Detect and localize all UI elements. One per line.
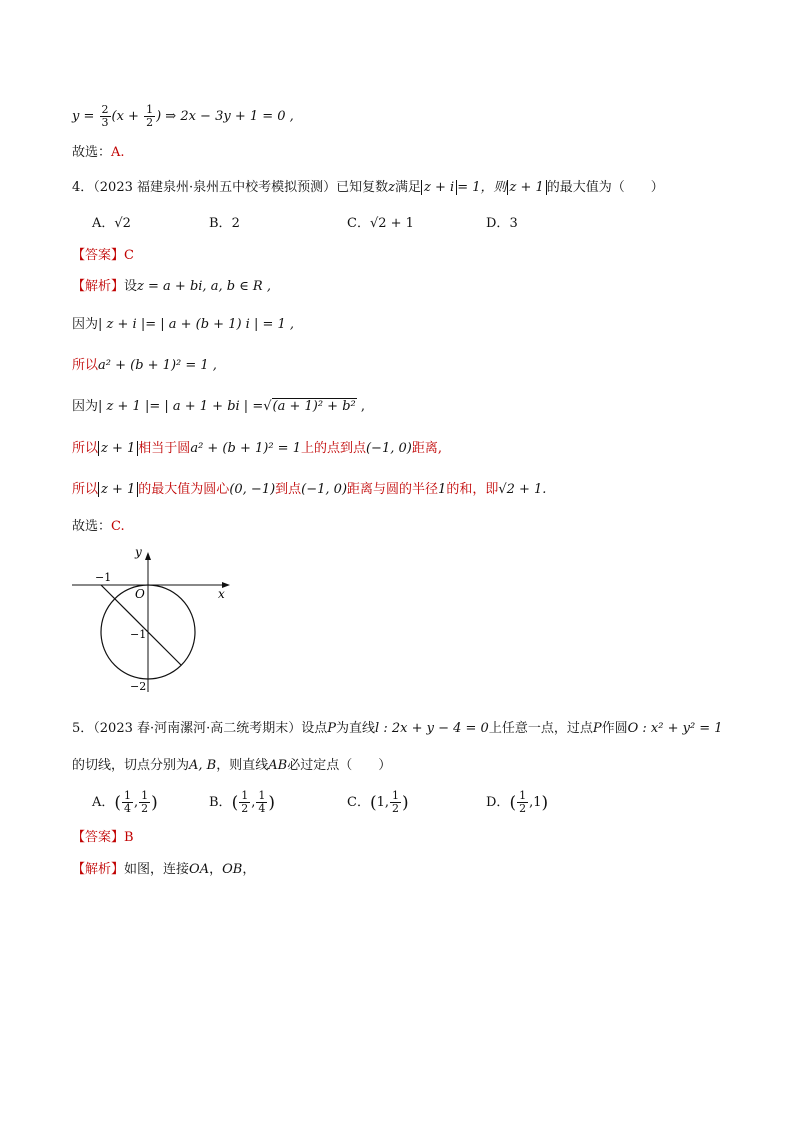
choice-label: 故选： bbox=[72, 519, 112, 534]
denominator: 2 bbox=[519, 802, 527, 815]
analysis-text: 距离与圆的半径 bbox=[347, 482, 439, 497]
analysis-math: | z + i |= | a + (b + 1) i | = 1 , bbox=[98, 317, 295, 332]
answer-tag: 【答案】 bbox=[72, 830, 125, 845]
tick-label-y-neg2: −2 bbox=[130, 680, 147, 693]
paren-open: ( bbox=[369, 793, 377, 813]
analysis-math: (−1, 0) bbox=[301, 482, 348, 497]
option-text: 2 bbox=[231, 216, 240, 231]
analysis-math: OA bbox=[189, 862, 210, 877]
option-text: √2 bbox=[114, 216, 131, 231]
eq-tail: ) ⇒ 2x − 3y + 1 = 0 , bbox=[156, 109, 294, 124]
analysis-math: z + 1 bbox=[98, 482, 138, 497]
x-axis-label: x bbox=[218, 587, 225, 601]
q4-option-b[interactable] bbox=[209, 215, 240, 233]
analysis-text: 所以 bbox=[72, 441, 99, 456]
denominator: 4 bbox=[258, 802, 266, 815]
fraction-two-thirds: $\frac{2}{3}$ bbox=[101, 103, 109, 129]
choice-value: A. bbox=[111, 145, 125, 160]
fraction bbox=[239, 790, 250, 815]
fraction bbox=[122, 790, 133, 815]
var-ab: AB bbox=[268, 758, 288, 773]
tick-label-x-neg1: −1 bbox=[95, 571, 112, 584]
analysis-text: 到点 bbox=[275, 482, 302, 497]
analysis-text: 因为 bbox=[72, 399, 99, 414]
option-letter: D． bbox=[486, 216, 510, 231]
q5-answer-line bbox=[72, 829, 134, 847]
analysis-math: OB bbox=[222, 862, 243, 877]
q4-answer-line bbox=[72, 247, 134, 265]
abs-condition: z + i bbox=[421, 180, 457, 195]
question-number: 5． bbox=[72, 721, 94, 736]
question-5-stem-line-2 bbox=[72, 757, 391, 775]
q4-analysis-line-4 bbox=[72, 398, 365, 416]
stem-text: 设点 bbox=[301, 721, 328, 736]
sqrt-sign: √ bbox=[263, 399, 272, 414]
y-axis-label: y bbox=[135, 545, 142, 559]
denominator: 2 bbox=[241, 802, 249, 815]
q4-analysis-line-3 bbox=[72, 357, 217, 375]
q5-option-d[interactable]: D．( $\frac{1}{2}$ ,1) bbox=[486, 789, 549, 815]
paren-close: ) bbox=[402, 793, 409, 813]
option-text: √2 + 1 bbox=[369, 216, 414, 231]
option-letter: A． bbox=[92, 795, 115, 810]
numerator: 1 bbox=[392, 789, 400, 802]
answer-value: B bbox=[124, 830, 134, 845]
numerator: 1 bbox=[258, 789, 266, 802]
coordinate: 1 bbox=[533, 795, 542, 810]
paren-close: ) bbox=[268, 793, 275, 813]
analysis-math: , bbox=[356, 399, 366, 414]
q4-analysis-line-1 bbox=[72, 278, 271, 296]
analysis-math: √2 + 1. bbox=[498, 482, 547, 497]
fraction bbox=[139, 790, 150, 815]
stem-text: 必过定点（ ） bbox=[287, 758, 392, 773]
stem-text: ，则直线 bbox=[216, 758, 269, 773]
analysis-math: (0, −1) bbox=[229, 482, 276, 497]
analysis-text: 距离, bbox=[411, 441, 442, 456]
fraction-one-half: $\frac{1}{2}$ bbox=[146, 103, 154, 129]
analysis-text: 因为 bbox=[72, 317, 99, 332]
question-source: （2023 福建泉州·泉州五中校考模拟预测） bbox=[93, 180, 337, 195]
choice-value: C. bbox=[111, 519, 125, 534]
option-text: 3 bbox=[509, 216, 518, 231]
previous-choice-line bbox=[72, 144, 125, 162]
analysis-text: 设 bbox=[124, 279, 138, 294]
q4-option-d[interactable] bbox=[486, 215, 518, 233]
analysis-text: 的和，即 bbox=[446, 482, 499, 497]
abs-target: z + 1 bbox=[507, 180, 547, 195]
analysis-text: 相当于圆 bbox=[138, 441, 191, 456]
coordinate: 1 bbox=[376, 795, 385, 810]
var-p: P bbox=[592, 721, 602, 736]
numerator: 1 bbox=[141, 789, 149, 802]
analysis-math: (−1, 0) bbox=[365, 441, 412, 456]
analysis-math: 1 bbox=[438, 482, 447, 497]
paren-open: ( bbox=[509, 793, 517, 813]
q4-choice-line bbox=[72, 518, 125, 536]
fraction bbox=[390, 790, 401, 815]
analysis-text: ， bbox=[209, 862, 223, 877]
q4-option-c[interactable] bbox=[347, 215, 414, 233]
paren-open: ( bbox=[231, 793, 239, 813]
stem-text: 已知复数 bbox=[336, 180, 389, 195]
analysis-math: z + 1 bbox=[98, 441, 138, 456]
numerator: 1 bbox=[124, 789, 132, 802]
var-z: z bbox=[388, 180, 396, 195]
option-letter: A． bbox=[92, 216, 115, 231]
var-ab: A, B bbox=[189, 758, 217, 773]
condition-eq: = 1，则 bbox=[457, 180, 507, 195]
question-number: 4． bbox=[72, 180, 94, 195]
numerator: 1 bbox=[519, 789, 527, 802]
circle-equation: O : x² + y² = 1 bbox=[627, 721, 723, 736]
analysis-math: a² + (b + 1)² = 1 , bbox=[98, 358, 217, 373]
line-equation: l : 2x + y − 4 = 0 bbox=[375, 721, 489, 736]
option-letter: B． bbox=[209, 216, 232, 231]
paren-close: ) bbox=[151, 793, 158, 813]
analysis-tag: 【解析】 bbox=[72, 279, 125, 294]
analysis-text: 所以 bbox=[72, 482, 99, 497]
sqrt-content: (a + 1)² + b² bbox=[272, 399, 356, 414]
q5-option-c[interactable]: C．(1, $\frac{1}{2}$ ) bbox=[347, 789, 409, 815]
var-p: P bbox=[327, 721, 337, 736]
denominator: 4 bbox=[124, 802, 132, 815]
analysis-text: ， bbox=[242, 862, 256, 877]
answer-tag: 【答案】 bbox=[72, 248, 125, 263]
choice-label: 故选： bbox=[72, 145, 112, 160]
tick-label-y-neg1: −1 bbox=[130, 628, 147, 641]
denominator: 2 bbox=[141, 802, 149, 815]
origin-label: O bbox=[135, 587, 145, 601]
circle-diagram bbox=[66, 540, 246, 700]
y-axis-arrow bbox=[145, 552, 151, 560]
paren-close: ) bbox=[541, 793, 549, 813]
q5-option-b[interactable]: B．( $\frac{1}{2}$ , $\frac{1}{4}$ ) bbox=[209, 789, 275, 815]
q4-option-a[interactable] bbox=[92, 215, 131, 233]
answer-value: C bbox=[124, 248, 134, 263]
q4-analysis-line-2 bbox=[72, 316, 294, 334]
question-5-stem bbox=[72, 720, 723, 738]
eq-mid: (x + bbox=[111, 109, 139, 124]
analysis-text: 的最大值为圆心 bbox=[138, 482, 230, 497]
fraction bbox=[517, 790, 528, 815]
analysis-text: 所以 bbox=[72, 358, 99, 373]
option-letter: C． bbox=[347, 795, 370, 810]
stem-text: 的最大值为（ ） bbox=[546, 180, 664, 195]
question-source: （2023 春·河南漯河·高二统考期末） bbox=[93, 721, 302, 736]
stem-text: 作圆 bbox=[601, 721, 628, 736]
option-letter: B． bbox=[209, 795, 232, 810]
denominator: 2 bbox=[392, 802, 400, 815]
analysis-math: z = a + bi, a, b ∈ R , bbox=[137, 279, 271, 294]
stem-text: 满足 bbox=[395, 180, 422, 195]
q5-analysis-line-1 bbox=[72, 861, 255, 879]
fraction bbox=[256, 790, 267, 815]
analysis-text: 上的点到点 bbox=[300, 441, 366, 456]
stem-text: 的切线，切点分别为 bbox=[72, 758, 190, 773]
previous-equation-line bbox=[72, 104, 294, 129]
analysis-math: a² + (b + 1)² = 1 bbox=[190, 441, 301, 456]
q4-analysis-line-6 bbox=[72, 481, 546, 499]
analysis-math: | z + 1 |= | a + 1 + bi | = bbox=[98, 399, 264, 414]
analysis-tag: 【解析】 bbox=[72, 862, 125, 877]
paren-open: ( bbox=[114, 793, 122, 813]
stem-text: 为直线 bbox=[336, 721, 376, 736]
numerator: 1 bbox=[241, 789, 249, 802]
option-letter: D． bbox=[486, 795, 510, 810]
q5-option-a[interactable]: A．( $\frac{1}{4}$ , $\frac{1}{2}$ ) bbox=[92, 789, 158, 815]
option-letter: C． bbox=[347, 216, 370, 231]
eq-y: y = bbox=[72, 109, 95, 124]
analysis-text: 如图，连接 bbox=[124, 862, 190, 877]
stem-text: 上任意一点，过点 bbox=[488, 721, 593, 736]
q4-analysis-line-5 bbox=[72, 440, 442, 458]
question-4-stem bbox=[72, 179, 664, 197]
